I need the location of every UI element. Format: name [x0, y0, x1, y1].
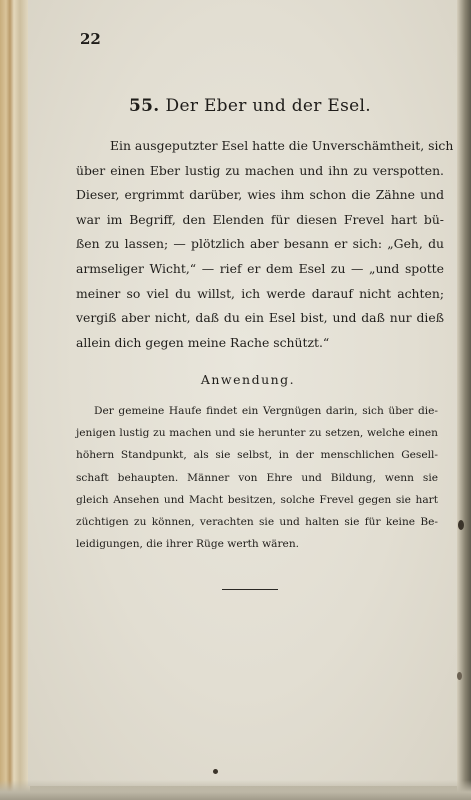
moral-line: gleich Ansehen und Macht besitzen, solche Frevel gegen sie hart	[76, 493, 438, 506]
moral-line: jenigen lustig zu machen und sie herunter zu setzen, welche einen	[76, 427, 438, 440]
moral-text	[76, 400, 438, 555]
moral-line: züchtigen zu können, verachten sie und halten sie für keine Be-	[76, 516, 438, 529]
fable-line: Dieser, ergrimmt darüber, wies ihm schon die Zähne und	[76, 187, 444, 203]
page-bottom-edge	[0, 780, 471, 800]
paper-sheet	[28, 0, 459, 786]
fable-line: über einen Eber lustig zu machen und ihn zu verspotten.	[76, 162, 444, 178]
ink-spot	[213, 769, 218, 774]
moral-heading: Anwendung.	[200, 372, 296, 387]
fable-text	[76, 134, 454, 355]
moral-line: schaft behaupten. Männer von Ehre und Bildung, wenn sie	[76, 471, 438, 484]
fable-line: vergiß aber nicht, daß du ein Esel bist, und daß nur dieß	[76, 310, 444, 326]
moral-line: Der gemeine Haufe findet ein Vergnügen darin, sich über die-	[94, 405, 438, 417]
moral-line: leidigungen, die ihrer Rüge werth wären.	[76, 538, 300, 551]
page-number: 22	[80, 30, 101, 48]
ink-spot	[458, 520, 464, 530]
page-left-edge	[0, 0, 30, 800]
fable-line: ßen zu lassen; — plötzlich aber besann er sich: „Geh, du	[76, 236, 444, 252]
moral-line: höhern Standpunkt, als sie selbst, in der menschlichen Gesell-	[76, 449, 438, 462]
fable-line: war im Begriff, den Elenden für diesen Frevel hart bü-	[76, 211, 444, 227]
fable-line: meiner so viel du willst, ich werde darauf nicht achten;	[76, 285, 444, 301]
end-rule	[222, 589, 278, 590]
fable-line: allein dich gegen meine Rache schützt.“	[76, 334, 330, 350]
fable-line: Ein ausgeputzter Esel hatte die Unverschämtheit, sich	[110, 138, 454, 153]
ink-spot	[457, 672, 462, 680]
fable-line: armseliger Wicht,“ — rief er dem Esel zu — „und spotte	[76, 260, 444, 276]
fable-number: 55.	[129, 96, 160, 116]
page-right-edge	[457, 0, 471, 800]
fable-title	[60, 96, 440, 116]
fable-title-text: Der Eber und der Esel.	[165, 96, 371, 116]
